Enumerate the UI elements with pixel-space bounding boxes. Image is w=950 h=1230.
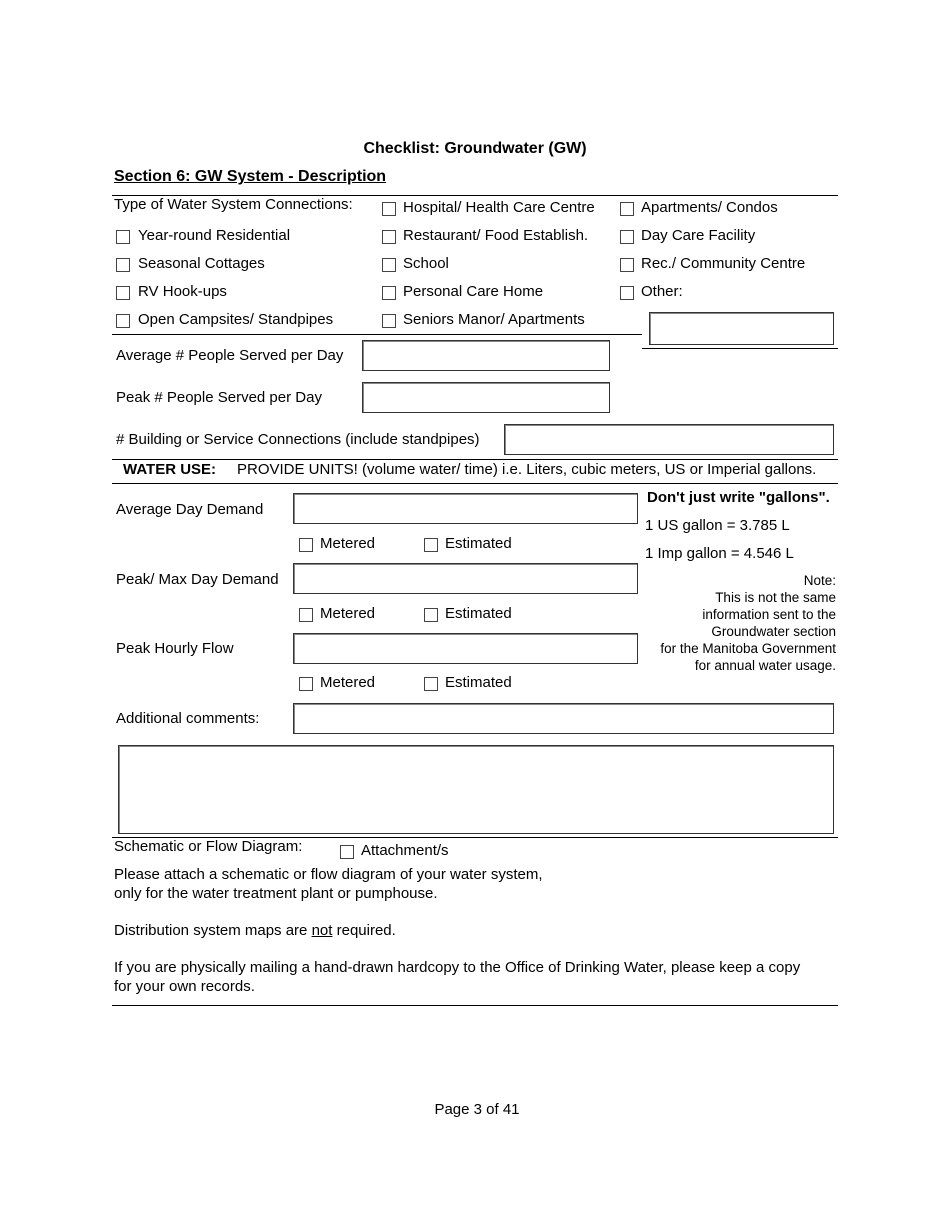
option-label: RV Hook-ups (138, 283, 227, 300)
mailing-note: for your own records. (114, 978, 255, 995)
distribution-maps-note: Distribution system maps are not required. (114, 922, 396, 939)
peak-day-demand-input[interactable] (293, 563, 638, 594)
checkbox-apartments[interactable] (620, 202, 634, 216)
option-label: Other: (641, 283, 683, 300)
attachment-label: Attachment/s (361, 842, 449, 859)
checkbox-hourly-metered[interactable] (299, 677, 313, 691)
checkbox-seniors-manor[interactable] (382, 314, 396, 328)
connections-count-input[interactable] (504, 424, 834, 455)
option-label: Day Care Facility (641, 227, 756, 244)
note-line: Groundwater section (711, 624, 836, 639)
us-gallon-conversion: 1 US gallon = 3.785 L (645, 517, 790, 534)
note-line: Note: (803, 573, 836, 588)
divider (112, 483, 838, 484)
checkbox-day-care[interactable] (620, 230, 634, 244)
imp-gallon-conversion: 1 Imp gallon = 4.546 L (645, 545, 794, 562)
water-use-heading: WATER USE: (123, 461, 217, 478)
connections-count-label: # Building or Service Connections (include standpipes) (116, 431, 480, 448)
option-label: Apartments/ Condos (641, 199, 778, 216)
avg-people-label: Average # People Served per Day (116, 347, 344, 364)
schematic-instruction: only for the water treatment plant or pumphouse. (114, 885, 438, 902)
checkbox-year-round-residential[interactable] (116, 230, 130, 244)
divider (112, 1005, 838, 1006)
checkbox-hospital[interactable] (382, 202, 396, 216)
option-label: Seasonal Cottages (138, 255, 265, 272)
page-number: Page 3 of 41 (434, 1101, 520, 1118)
comments-textarea[interactable] (118, 745, 834, 834)
checkbox-community-centre[interactable] (620, 258, 634, 272)
option-label: Seniors Manor/ Apartments (403, 311, 585, 328)
checkbox-seasonal-cottages[interactable] (116, 258, 130, 272)
note-line: information sent to the (702, 607, 836, 622)
other-input[interactable] (649, 312, 834, 345)
checkbox-personal-care-home[interactable] (382, 286, 396, 300)
avg-people-input[interactable] (362, 340, 610, 371)
peak-day-demand-label: Peak/ Max Day Demand (116, 571, 279, 588)
option-label: Open Campsites/ Standpipes (138, 311, 334, 328)
estimated-label: Estimated (445, 535, 512, 552)
estimated-label: Estimated (445, 605, 512, 622)
connections-label: Type of Water System Connections: (114, 196, 353, 213)
checkbox-avg-estimated[interactable] (424, 538, 438, 552)
peak-people-input[interactable] (362, 382, 610, 413)
checkbox-other[interactable] (620, 286, 634, 300)
checkbox-restaurant[interactable] (382, 230, 396, 244)
comments-label: Additional comments: (116, 710, 260, 727)
option-label: Year-round Residential (138, 227, 291, 244)
checkbox-avg-metered[interactable] (299, 538, 313, 552)
divider (642, 348, 838, 349)
checkbox-open-campsites[interactable] (116, 314, 130, 328)
gallons-notice: Don't just write "gallons". (647, 489, 830, 506)
metered-label: Metered (320, 674, 376, 691)
metered-label: Metered (320, 535, 376, 552)
checkbox-peak-metered[interactable] (299, 608, 313, 622)
divider (112, 334, 642, 335)
schematic-instruction: Please attach a schematic or flow diagram of your water system, (114, 866, 543, 883)
mailing-note: If you are physically mailing a hand-drawn hardcopy to the Office of Drinking Water, please keep a copy (114, 959, 801, 976)
comments-input[interactable] (293, 703, 834, 734)
avg-day-demand-label: Average Day Demand (116, 501, 264, 518)
option-label: Rec./ Community Centre (641, 255, 806, 272)
option-label: School (403, 255, 449, 272)
peak-people-label: Peak # People Served per Day (116, 389, 322, 406)
checkbox-peak-estimated[interactable] (424, 608, 438, 622)
checkbox-attachment[interactable] (340, 845, 354, 859)
note-line: This is not the same (715, 590, 836, 605)
avg-day-demand-input[interactable] (293, 493, 638, 524)
metered-label: Metered (320, 605, 376, 622)
note-line: for annual water usage. (694, 658, 836, 673)
checkbox-hourly-estimated[interactable] (424, 677, 438, 691)
peak-hourly-flow-input[interactable] (293, 633, 638, 664)
option-label: Personal Care Home (403, 283, 544, 300)
estimated-label: Estimated (445, 674, 512, 691)
note-line: for the Manitoba Government (660, 641, 836, 656)
schematic-label: Schematic or Flow Diagram: (114, 838, 303, 855)
water-use-instruction: PROVIDE UNITS! (volume water/ time) i.e. Liters, cubic meters, US or Imperial gallons. (237, 461, 817, 478)
checkbox-school[interactable] (382, 258, 396, 272)
divider (112, 459, 838, 460)
option-label: Restaurant/ Food Establish. (403, 227, 589, 244)
option-label: Hospital/ Health Care Centre (403, 199, 595, 216)
peak-hourly-flow-label: Peak Hourly Flow (116, 640, 234, 657)
checkbox-rv-hookups[interactable] (116, 286, 130, 300)
section-heading: Section 6: GW System - Description (114, 168, 387, 185)
page-title: Checklist: Groundwater (GW) (363, 140, 587, 157)
